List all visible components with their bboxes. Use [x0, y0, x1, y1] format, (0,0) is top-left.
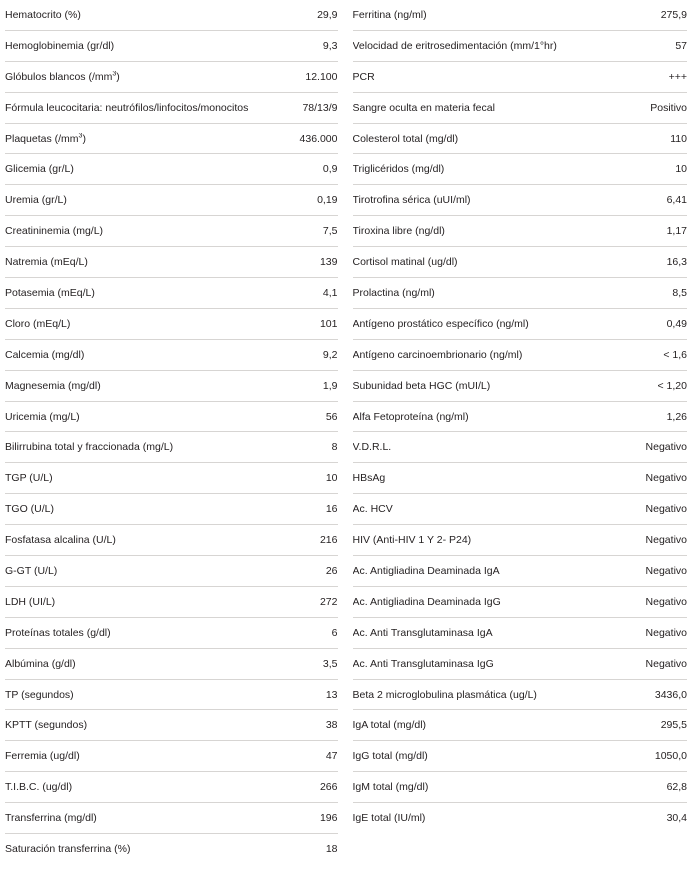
analyte-label: Potasemia (mEq/L) [5, 287, 95, 300]
analyte-label: Antígeno carcinoembrionario (ng/ml) [352, 348, 523, 361]
analyte-value: 8 [331, 441, 338, 454]
analyte-value: 272 [319, 595, 338, 608]
table-row [5, 62, 338, 93]
table-row [5, 494, 338, 525]
analyte-label: Uremia (gr/L) [5, 194, 67, 207]
analyte-value: 266 [319, 781, 338, 794]
analyte-value: 26 [325, 565, 338, 578]
analyte-value: Negativo [645, 595, 687, 608]
table-row [5, 93, 338, 124]
analyte-label: Ac. HCV [352, 503, 393, 516]
table-row [353, 402, 688, 433]
table-row [5, 154, 338, 185]
table-row [5, 247, 338, 278]
analyte-value: 1,17 [666, 225, 687, 238]
analyte-label: HBsAg [352, 472, 386, 485]
analyte-value: Negativo [645, 534, 687, 547]
table-row [5, 587, 338, 618]
analyte-value: 16,3 [666, 256, 687, 269]
analyte-value: Negativo [645, 626, 687, 639]
analyte-value: < 1,6 [663, 348, 687, 361]
table-row [353, 309, 688, 340]
analyte-label: Natremia (mEq/L) [5, 256, 88, 269]
table-row [353, 62, 688, 93]
analyte-value: 10 [675, 163, 687, 176]
analyte-label: Sangre oculta en materia fecal [352, 101, 495, 114]
table-row [5, 402, 338, 433]
analyte-value: 18 [325, 843, 338, 856]
table-row [353, 494, 688, 525]
analyte-label: Tirotrofina sérica (uUI/ml) [352, 194, 471, 207]
analyte-label: Ferremia (ug/dl) [5, 750, 80, 763]
analyte-value: 10 [325, 472, 338, 485]
analyte-label: G-GT (U/L) [5, 565, 58, 578]
table-row [353, 124, 688, 155]
analyte-value: Negativo [645, 657, 687, 670]
analyte-label: IgE total (IU/ml) [352, 812, 426, 825]
table-row [5, 216, 338, 247]
table-row [353, 0, 688, 31]
analyte-label: Cloro (mEq/L) [5, 317, 71, 330]
analyte-value: 0,49 [666, 317, 687, 330]
analyte-label: T.I.B.C. (ug/dl) [5, 781, 73, 794]
analyte-value: 0,19 [317, 194, 338, 207]
analyte-label: Ac. Anti Transglutaminasa IgG [352, 657, 494, 670]
analyte-value: 56 [325, 410, 338, 423]
analyte-value: 30,4 [666, 812, 687, 825]
table-row [353, 556, 688, 587]
analyte-label: Bilirrubina total y fraccionada (mg/L) [5, 441, 174, 454]
table-row [5, 525, 338, 556]
table-row [5, 680, 338, 711]
analyte-label: Ferritina (ng/ml) [352, 9, 427, 21]
analyte-value: 196 [319, 812, 338, 825]
analyte-value: 13 [325, 688, 338, 701]
analyte-value: 7,5 [322, 225, 338, 238]
analyte-value: 1,26 [666, 410, 687, 423]
table-row [5, 834, 338, 865]
analyte-label: Ac. Antigliadina Deaminada IgG [352, 595, 501, 608]
analyte-label: Hematocrito (%) [5, 9, 81, 21]
analyte-label: PCR [352, 70, 375, 83]
analyte-label: Colesterol total (mg/dl) [352, 132, 459, 145]
analyte-value: 38 [325, 719, 338, 732]
analyte-value: 436.000 [299, 132, 338, 145]
table-row [353, 31, 688, 62]
table-row [353, 278, 688, 309]
analyte-label: Prolactina (ng/ml) [352, 287, 435, 300]
analyte-label: Transferrina (mg/dl) [5, 812, 97, 825]
table-row [353, 432, 688, 463]
table-row [353, 710, 688, 741]
analyte-value: 62,8 [666, 781, 687, 794]
analyte-label: Plaquetas $(/mm^3)$ [5, 132, 86, 145]
analyte-value: 16 [325, 503, 338, 516]
analyte-label: Saturación transferrina (%) [5, 843, 131, 856]
analyte-label: Proteínas totales (g/dl) [5, 626, 111, 639]
analyte-label: Uricemia (mg/L) [5, 410, 80, 423]
analyte-value: 78/13/9 [302, 101, 338, 114]
analyte-value: 6 [331, 626, 338, 639]
analyte-value: < 1,20 [657, 379, 687, 392]
analyte-label: Antígeno prostático específico (ng/ml) [352, 317, 529, 330]
table-row [353, 649, 688, 680]
table-row [5, 772, 338, 803]
analyte-value: 6,41 [666, 194, 687, 207]
analyte-label: Subunidad beta HGC (mUI/L) [352, 379, 491, 392]
analyte-label: Ac. Anti Transglutaminasa IgA [352, 626, 493, 639]
analyte-value: 139 [319, 256, 338, 269]
analyte-value: Positivo [650, 101, 687, 114]
table-row [353, 247, 688, 278]
table-row [353, 741, 688, 772]
table-row [353, 93, 688, 124]
table-row [353, 618, 688, 649]
table-row [5, 432, 338, 463]
analyte-value: 57 [675, 39, 687, 52]
table-row [5, 31, 338, 62]
analyte-label: IgA total (mg/dl) [352, 719, 427, 732]
table-row [353, 371, 688, 402]
analyte-value: 9,3 [322, 39, 338, 52]
analyte-value: 295,5 [660, 719, 687, 732]
analyte-label: Magnesemia (mg/dl) [5, 379, 101, 392]
analyte-label: Hemoglobinemia (gr/dl) [5, 39, 115, 52]
analyte-value: 1050,0 [654, 750, 687, 763]
table-row [353, 185, 688, 216]
table-row [5, 710, 338, 741]
analyte-label: Beta 2 microglobulina plasmática (ug/L) [352, 688, 537, 701]
analyte-value: Negativo [645, 441, 687, 454]
analyte-value: 8,5 [672, 287, 687, 300]
analyte-value: 275,9 [660, 9, 687, 21]
analyte-value: 3,5 [322, 657, 338, 670]
analyte-value: +++ [668, 70, 687, 83]
analyte-value: Negativo [645, 565, 687, 578]
analyte-value: 110 [670, 132, 687, 145]
table-row [353, 680, 688, 711]
table-row [353, 525, 688, 556]
analyte-label: Fórmula leucocitaria: neutrófilos/linfocitos/monocitos [5, 101, 249, 114]
table-row [5, 803, 338, 834]
table-row [353, 154, 688, 185]
lab-results-right-column [348, 0, 695, 895]
analyte-label: TP (segundos) [5, 688, 74, 701]
analyte-value: 9,2 [322, 348, 338, 361]
analyte-label: V.D.R.L. [352, 441, 392, 454]
table-row [353, 803, 688, 834]
analyte-label: Cortisol matinal (ug/dl) [352, 256, 458, 269]
table-row [5, 556, 338, 587]
table-row [5, 0, 338, 31]
table-row [353, 463, 688, 494]
table-row [353, 587, 688, 618]
analyte-value: 0,9 [322, 163, 338, 176]
analyte-label: TGP (U/L) [5, 472, 53, 485]
analyte-label: LDH (UI/L) [5, 595, 56, 608]
table-row [5, 340, 338, 371]
table-row [5, 618, 338, 649]
table-row [5, 371, 338, 402]
analyte-label: Velocidad de eritrosedimentación (mm/1°hr) [352, 39, 557, 52]
table-row [5, 309, 338, 340]
analyte-value: 1,9 [322, 379, 338, 392]
analyte-label: Albúmina (g/dl) [5, 657, 76, 670]
table-row [5, 185, 338, 216]
analyte-value: 216 [319, 534, 338, 547]
table-row [5, 124, 338, 155]
table-row [353, 340, 688, 371]
table-row [5, 278, 338, 309]
analyte-value: 4,1 [322, 287, 338, 300]
analyte-value: 3436,0 [654, 688, 687, 701]
analyte-label: Glicemia (gr/L) [5, 163, 74, 176]
analyte-label: Calcemia (mg/dl) [5, 348, 85, 361]
analyte-label: Alfa Fetoproteína (ng/ml) [352, 410, 469, 423]
analyte-label: KPTT (segundos) [5, 719, 88, 732]
analyte-label: TGO (U/L) [5, 503, 54, 516]
analyte-label: Glóbulos blancos $(/mm^3)$ [5, 70, 120, 83]
analyte-label: HIV (Anti-HIV 1 Y 2- P24) [352, 534, 472, 547]
table-row [5, 741, 338, 772]
table-row [353, 216, 688, 247]
analyte-value: Negativo [645, 503, 687, 516]
table-row [5, 463, 338, 494]
analyte-label: Fosfatasa alcalina (U/L) [5, 534, 116, 547]
table-row [5, 649, 338, 680]
analyte-label: IgG total (mg/dl) [352, 750, 428, 763]
analyte-value: 101 [319, 317, 338, 330]
table-row [353, 772, 688, 803]
analyte-label: Ac. Antigliadina Deaminada IgA [352, 565, 500, 578]
analyte-value: Negativo [645, 472, 687, 485]
analyte-label: Tiroxina libre (ng/dl) [352, 225, 445, 238]
analyte-label: Triglicéridos (mg/dl) [352, 163, 445, 176]
analyte-value: 47 [325, 750, 338, 763]
analyte-label: IgM total (mg/dl) [352, 781, 429, 794]
analyte-value: 12.100 [305, 70, 338, 83]
analyte-label: Creatininemia (mg/L) [5, 225, 104, 238]
analyte-value: 29,9 [317, 9, 338, 21]
